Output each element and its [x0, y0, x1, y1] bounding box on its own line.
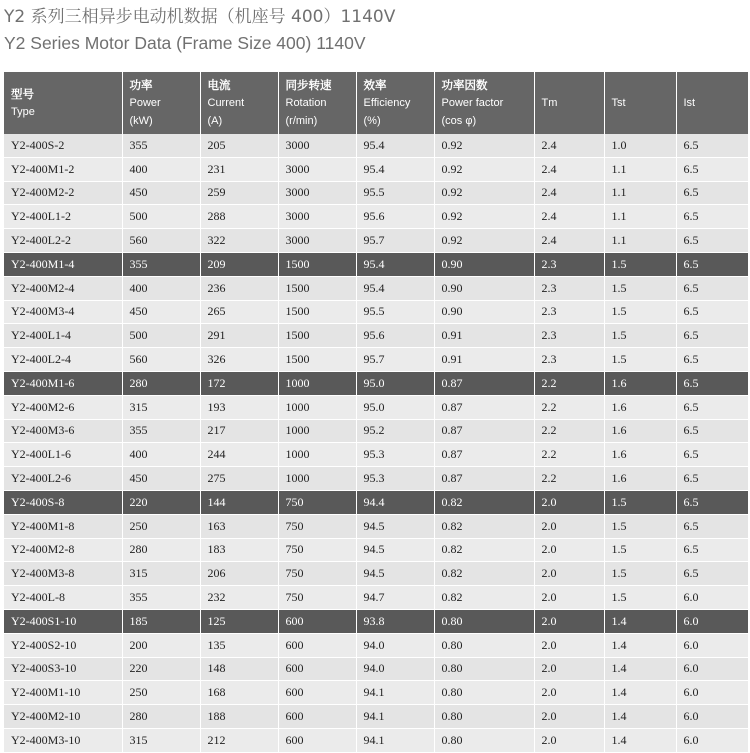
cell-type: Y2-400M1-2: [4, 157, 122, 181]
cell-type: Y2-400M2-2: [4, 181, 122, 205]
cell-type: Y2-400M1-8: [4, 514, 122, 538]
cell-efficiency: 94.1: [356, 681, 434, 705]
cell-type: Y2-400S1-10: [4, 609, 122, 633]
cell-type: Y2-400M1-10: [4, 681, 122, 705]
cell-current: 135: [200, 633, 278, 657]
cell-efficiency: 94.1: [356, 728, 434, 752]
cell-power-factor: 0.80: [434, 728, 534, 752]
cell-power-factor: 0.80: [434, 705, 534, 729]
cell-current: 236: [200, 276, 278, 300]
cell-efficiency: 94.0: [356, 657, 434, 681]
cell-tm: 2.0: [534, 562, 604, 586]
page-title-english: Y2 Series Motor Data (Frame Size 400) 1140V: [4, 33, 366, 53]
cell-rotation: 1000: [278, 371, 356, 395]
cell-efficiency: 95.4: [356, 276, 434, 300]
cell-efficiency: 94.0: [356, 633, 434, 657]
cell-tst: 1.4: [604, 681, 676, 705]
cell-power-factor: 0.92: [434, 229, 534, 253]
cell-tm: 2.0: [534, 728, 604, 752]
cell-tst: 1.6: [604, 395, 676, 419]
cell-power: 450: [122, 467, 200, 491]
cell-rotation: 600: [278, 681, 356, 705]
cell-ist: 6.5: [676, 300, 748, 324]
cell-rotation: 3000: [278, 205, 356, 229]
cell-ist: 6.5: [676, 371, 748, 395]
cell-power: 315: [122, 395, 200, 419]
table-row: [4, 419, 748, 443]
cell-rotation: 750: [278, 562, 356, 586]
cell-type: Y2-400L1-6: [4, 443, 122, 467]
cell-type: Y2-400L1-2: [4, 205, 122, 229]
cell-rotation: 3000: [278, 134, 356, 157]
cell-efficiency: 95.6: [356, 205, 434, 229]
cell-ist: 6.5: [676, 419, 748, 443]
cell-tst: 1.1: [604, 181, 676, 205]
cell-rotation: 1500: [278, 300, 356, 324]
cell-power-factor: 0.82: [434, 562, 534, 586]
cell-type: Y2-400M2-6: [4, 395, 122, 419]
cell-power-factor: 0.80: [434, 681, 534, 705]
table-row: [4, 324, 748, 348]
cell-rotation: 3000: [278, 181, 356, 205]
cell-efficiency: 94.5: [356, 562, 434, 586]
cell-ist: 6.5: [676, 181, 748, 205]
cell-ist: 6.5: [676, 562, 748, 586]
cell-tst: 1.5: [604, 276, 676, 300]
cell-tm: 2.4: [534, 229, 604, 253]
cell-power-factor: 0.92: [434, 181, 534, 205]
cell-ist: 6.5: [676, 157, 748, 181]
cell-tst: 1.5: [604, 348, 676, 372]
cell-power-factor: 0.87: [434, 443, 534, 467]
cell-ist: 6.0: [676, 728, 748, 752]
cell-tst: 1.6: [604, 467, 676, 491]
cell-ist: 6.0: [676, 657, 748, 681]
cell-ist: 6.0: [676, 633, 748, 657]
table-row: [4, 609, 748, 633]
cell-power: 355: [122, 586, 200, 610]
cell-ist: 6.5: [676, 134, 748, 157]
cell-tst: 1.4: [604, 657, 676, 681]
cell-type: Y2-400M3-8: [4, 562, 122, 586]
header-power: 功率 Power (kW): [122, 72, 200, 134]
cell-rotation: 1000: [278, 443, 356, 467]
cell-efficiency: 95.3: [356, 443, 434, 467]
cell-type: Y2-400S3-10: [4, 657, 122, 681]
cell-ist: 6.5: [676, 276, 748, 300]
cell-power-factor: 0.82: [434, 514, 534, 538]
cell-rotation: 750: [278, 586, 356, 610]
cell-tm: 2.4: [534, 181, 604, 205]
cell-ist: 6.5: [676, 348, 748, 372]
cell-rotation: 750: [278, 490, 356, 514]
cell-power-factor: 0.91: [434, 324, 534, 348]
table-row: [4, 467, 748, 491]
cell-type: Y2-400M3-6: [4, 419, 122, 443]
cell-power-factor: 0.92: [434, 134, 534, 157]
cell-tm: 2.3: [534, 276, 604, 300]
cell-power-factor: 0.92: [434, 157, 534, 181]
cell-current: 205: [200, 134, 278, 157]
cell-power: 450: [122, 181, 200, 205]
cell-power: 500: [122, 324, 200, 348]
cell-tst: 1.4: [604, 609, 676, 633]
cell-type: Y2-400L1-4: [4, 324, 122, 348]
cell-tm: 2.0: [534, 705, 604, 729]
cell-power: 280: [122, 371, 200, 395]
cell-efficiency: 93.8: [356, 609, 434, 633]
cell-current: 275: [200, 467, 278, 491]
cell-efficiency: 94.5: [356, 538, 434, 562]
cell-tm: 2.4: [534, 157, 604, 181]
cell-efficiency: 94.1: [356, 705, 434, 729]
cell-type: Y2-400S-2: [4, 134, 122, 157]
cell-ist: 6.5: [676, 324, 748, 348]
cell-tst: 1.0: [604, 134, 676, 157]
cell-power-factor: 0.92: [434, 205, 534, 229]
cell-current: 183: [200, 538, 278, 562]
cell-efficiency: 95.0: [356, 395, 434, 419]
table-row: [4, 586, 748, 610]
cell-current: 322: [200, 229, 278, 253]
cell-ist: 6.5: [676, 205, 748, 229]
cell-tm: 2.0: [534, 490, 604, 514]
cell-tm: 2.3: [534, 348, 604, 372]
cell-tm: 2.2: [534, 467, 604, 491]
cell-power: 355: [122, 134, 200, 157]
cell-type: Y2-400L-8: [4, 586, 122, 610]
table-row: [4, 276, 748, 300]
cell-power-factor: 0.87: [434, 419, 534, 443]
table-row: [4, 134, 748, 157]
cell-ist: 6.0: [676, 705, 748, 729]
cell-power: 355: [122, 419, 200, 443]
cell-power: 450: [122, 300, 200, 324]
cell-ist: 6.5: [676, 229, 748, 253]
cell-power: 355: [122, 252, 200, 276]
cell-efficiency: 95.7: [356, 348, 434, 372]
cell-current: 125: [200, 609, 278, 633]
table-row: [4, 490, 748, 514]
table-row: [4, 395, 748, 419]
cell-current: 244: [200, 443, 278, 467]
cell-tst: 1.6: [604, 443, 676, 467]
cell-power: 400: [122, 443, 200, 467]
cell-rotation: 1000: [278, 419, 356, 443]
table-row: [4, 371, 748, 395]
cell-current: 212: [200, 728, 278, 752]
table-row: [4, 252, 748, 276]
table-header-row: [4, 72, 748, 134]
cell-power-factor: 0.80: [434, 633, 534, 657]
table-row: [4, 205, 748, 229]
cell-type: Y2-400S2-10: [4, 633, 122, 657]
header-ist: Ist: [676, 72, 748, 134]
cell-type: Y2-400L2-6: [4, 467, 122, 491]
cell-type: Y2-400M1-6: [4, 371, 122, 395]
cell-current: 291: [200, 324, 278, 348]
table-row: [4, 728, 748, 752]
cell-rotation: 3000: [278, 157, 356, 181]
cell-efficiency: 95.2: [356, 419, 434, 443]
cell-efficiency: 94.5: [356, 514, 434, 538]
cell-efficiency: 95.4: [356, 157, 434, 181]
cell-current: 231: [200, 157, 278, 181]
cell-tst: 1.5: [604, 514, 676, 538]
cell-ist: 6.5: [676, 467, 748, 491]
cell-tm: 2.2: [534, 419, 604, 443]
cell-type: Y2-400S-8: [4, 490, 122, 514]
cell-current: 172: [200, 371, 278, 395]
table-row: [4, 348, 748, 372]
cell-power: 500: [122, 205, 200, 229]
cell-tst: 1.5: [604, 586, 676, 610]
cell-rotation: 600: [278, 633, 356, 657]
cell-efficiency: 95.5: [356, 181, 434, 205]
cell-power: 400: [122, 157, 200, 181]
cell-power: 250: [122, 514, 200, 538]
cell-rotation: 1500: [278, 348, 356, 372]
cell-type: Y2-400L2-4: [4, 348, 122, 372]
cell-tst: 1.5: [604, 562, 676, 586]
header-tst: Tst: [604, 72, 676, 134]
cell-ist: 6.5: [676, 395, 748, 419]
cell-current: 217: [200, 419, 278, 443]
cell-current: 193: [200, 395, 278, 419]
cell-current: 259: [200, 181, 278, 205]
cell-rotation: 600: [278, 728, 356, 752]
cell-tm: 2.3: [534, 324, 604, 348]
cell-tst: 1.4: [604, 728, 676, 752]
table-row: [4, 633, 748, 657]
header-current: 电流 Current (A): [200, 72, 278, 134]
cell-type: Y2-400M1-4: [4, 252, 122, 276]
cell-tst: 1.5: [604, 252, 676, 276]
cell-tst: 1.4: [604, 633, 676, 657]
cell-tm: 2.4: [534, 134, 604, 157]
cell-power: 315: [122, 562, 200, 586]
cell-type: Y2-400M2-8: [4, 538, 122, 562]
header-power-factor: 功率因数 Power factor (cos φ): [434, 72, 534, 134]
cell-power: 560: [122, 348, 200, 372]
cell-current: 206: [200, 562, 278, 586]
cell-type: Y2-400M2-4: [4, 276, 122, 300]
cell-power: 315: [122, 728, 200, 752]
cell-current: 288: [200, 205, 278, 229]
cell-rotation: 1500: [278, 324, 356, 348]
cell-efficiency: 95.3: [356, 467, 434, 491]
cell-tm: 2.0: [534, 538, 604, 562]
cell-ist: 6.0: [676, 586, 748, 610]
cell-power-factor: 0.87: [434, 467, 534, 491]
cell-rotation: 600: [278, 705, 356, 729]
cell-current: 209: [200, 252, 278, 276]
cell-rotation: 750: [278, 514, 356, 538]
cell-tst: 1.5: [604, 324, 676, 348]
header-efficiency: 效率 Efficiency (%): [356, 72, 434, 134]
cell-ist: 6.0: [676, 681, 748, 705]
cell-tm: 2.2: [534, 395, 604, 419]
cell-power: 280: [122, 538, 200, 562]
cell-tm: 2.0: [534, 586, 604, 610]
cell-power: 280: [122, 705, 200, 729]
table-row: [4, 181, 748, 205]
table-row: [4, 562, 748, 586]
cell-tst: 1.5: [604, 300, 676, 324]
table-body: [4, 134, 748, 752]
cell-power-factor: 0.82: [434, 538, 534, 562]
cell-rotation: 1000: [278, 395, 356, 419]
cell-current: 148: [200, 657, 278, 681]
cell-ist: 6.5: [676, 490, 748, 514]
cell-efficiency: 94.4: [356, 490, 434, 514]
header-type: 型号 Type: [4, 72, 122, 134]
cell-power: 560: [122, 229, 200, 253]
motor-data-table: [4, 72, 748, 753]
cell-rotation: 600: [278, 657, 356, 681]
cell-tm: 2.0: [534, 514, 604, 538]
cell-power-factor: 0.80: [434, 609, 534, 633]
cell-current: 232: [200, 586, 278, 610]
cell-ist: 6.0: [676, 609, 748, 633]
cell-efficiency: 95.6: [356, 324, 434, 348]
cell-power: 220: [122, 490, 200, 514]
table-row: [4, 157, 748, 181]
cell-type: Y2-400M3-10: [4, 728, 122, 752]
cell-power-factor: 0.87: [434, 371, 534, 395]
cell-efficiency: 94.7: [356, 586, 434, 610]
cell-power-factor: 0.90: [434, 276, 534, 300]
cell-power-factor: 0.82: [434, 490, 534, 514]
cell-ist: 6.5: [676, 443, 748, 467]
cell-tst: 1.1: [604, 157, 676, 181]
table-row: [4, 538, 748, 562]
cell-current: 168: [200, 681, 278, 705]
cell-rotation: 600: [278, 609, 356, 633]
cell-power-factor: 0.87: [434, 395, 534, 419]
cell-rotation: 1500: [278, 276, 356, 300]
cell-tm: 2.4: [534, 205, 604, 229]
table-row: [4, 514, 748, 538]
cell-rotation: 3000: [278, 229, 356, 253]
cell-power-factor: 0.91: [434, 348, 534, 372]
cell-rotation: 1500: [278, 252, 356, 276]
header-tm: Tm: [534, 72, 604, 134]
cell-ist: 6.5: [676, 252, 748, 276]
cell-type: Y2-400M2-10: [4, 705, 122, 729]
cell-power: 200: [122, 633, 200, 657]
cell-current: 265: [200, 300, 278, 324]
cell-current: 188: [200, 705, 278, 729]
cell-power-factor: 0.90: [434, 252, 534, 276]
cell-rotation: 1000: [278, 467, 356, 491]
cell-tst: 1.1: [604, 205, 676, 229]
cell-tm: 2.0: [534, 609, 604, 633]
cell-tm: 2.3: [534, 300, 604, 324]
cell-efficiency: 95.5: [356, 300, 434, 324]
cell-rotation: 750: [278, 538, 356, 562]
cell-tm: 2.0: [534, 633, 604, 657]
cell-current: 144: [200, 490, 278, 514]
table-row: [4, 681, 748, 705]
cell-tst: 1.4: [604, 705, 676, 729]
cell-efficiency: 95.4: [356, 134, 434, 157]
cell-power: 400: [122, 276, 200, 300]
header-rotation: 同步转速 Rotation (r/min): [278, 72, 356, 134]
table-row: [4, 705, 748, 729]
cell-tm: 2.0: [534, 681, 604, 705]
cell-efficiency: 95.0: [356, 371, 434, 395]
cell-tst: 1.5: [604, 490, 676, 514]
cell-tm: 2.3: [534, 252, 604, 276]
cell-efficiency: 95.7: [356, 229, 434, 253]
title-block: [4, 4, 395, 56]
cell-efficiency: 95.4: [356, 252, 434, 276]
cell-ist: 6.5: [676, 514, 748, 538]
table-row: [4, 657, 748, 681]
cell-type: Y2-400M3-4: [4, 300, 122, 324]
cell-power-factor: 0.90: [434, 300, 534, 324]
cell-power: 250: [122, 681, 200, 705]
cell-tm: 2.2: [534, 443, 604, 467]
table-row: [4, 229, 748, 253]
cell-current: 326: [200, 348, 278, 372]
cell-tst: 1.1: [604, 229, 676, 253]
page-title-chinese: Y2 系列三相异步电动机数据（机座号 400）1140V: [4, 7, 396, 27]
cell-power: 185: [122, 609, 200, 633]
cell-tst: 1.6: [604, 371, 676, 395]
cell-type: Y2-400L2-2: [4, 229, 122, 253]
table-row: [4, 443, 748, 467]
cell-tm: 2.2: [534, 371, 604, 395]
cell-tm: 2.0: [534, 657, 604, 681]
table-row: [4, 300, 748, 324]
cell-power: 220: [122, 657, 200, 681]
cell-power-factor: 0.80: [434, 657, 534, 681]
cell-tst: 1.5: [604, 538, 676, 562]
cell-tst: 1.6: [604, 419, 676, 443]
cell-power-factor: 0.82: [434, 586, 534, 610]
cell-ist: 6.5: [676, 538, 748, 562]
cell-current: 163: [200, 514, 278, 538]
